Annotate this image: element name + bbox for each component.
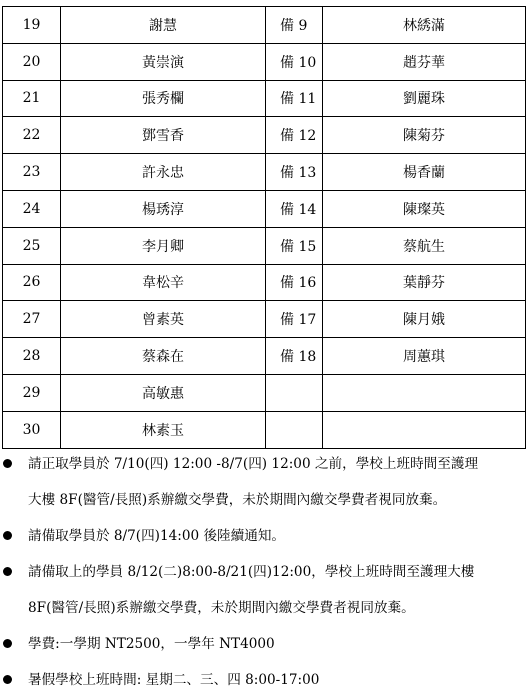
row-number: 20	[3, 43, 61, 80]
waitlist-number: 備 9	[266, 7, 323, 44]
row-number: 28	[3, 338, 61, 375]
waitlist-name: 葉靜芬	[323, 264, 526, 301]
table-row	[3, 301, 526, 338]
notice-text: 請備取上的學員 8/12(二)8:00-8/21(四)12:00，學校上班時間至護理大樓	[28, 564, 475, 580]
table-row	[3, 80, 526, 117]
admitted-name: 謝慧	[61, 7, 266, 44]
notice-text: 學費:一學期 NT2500，一學年 NT4000	[28, 636, 275, 652]
waitlist-name: 周蕙琪	[323, 338, 526, 375]
waitlist-name: 趙芬華	[323, 43, 526, 80]
waitlist-name	[323, 374, 526, 411]
notice-text: 請備取學員於 8/7(四)14:00 後陸續通知。	[28, 528, 286, 544]
notice-item	[2, 518, 526, 554]
table-row	[3, 411, 526, 448]
table-row	[3, 374, 526, 411]
admitted-name: 高敏惠	[61, 374, 266, 411]
bullet-icon	[3, 531, 12, 540]
notice-item	[2, 626, 526, 662]
row-number: 23	[3, 154, 61, 191]
waitlist-number: 備 14	[266, 190, 323, 227]
row-number: 21	[3, 80, 61, 117]
table-row	[3, 227, 526, 264]
notice-item	[2, 554, 526, 626]
bullet-icon	[3, 567, 12, 576]
waitlist-name: 陳菊芬	[323, 117, 526, 154]
notice-item	[2, 662, 526, 698]
waitlist-number: 備 13	[266, 154, 323, 191]
notice-text: 暑假學校上班時間: 星期二、三、四 8:00-17:00	[28, 672, 320, 688]
row-number: 25	[3, 227, 61, 264]
admitted-name: 鄧雪香	[61, 117, 266, 154]
row-number: 22	[3, 117, 61, 154]
waitlist-name: 陳璨英	[323, 190, 526, 227]
waitlist-number: 備 12	[266, 117, 323, 154]
admitted-name: 蔡森在	[61, 338, 266, 375]
admitted-name: 張秀欄	[61, 80, 266, 117]
row-number: 29	[3, 374, 61, 411]
table-row	[3, 154, 526, 191]
row-number: 26	[3, 264, 61, 301]
waitlist-number: 備 17	[266, 301, 323, 338]
roster-table	[2, 6, 526, 449]
table-row	[3, 117, 526, 154]
waitlist-number: 備 16	[266, 264, 323, 301]
notice-item	[2, 446, 526, 518]
row-number: 30	[3, 411, 61, 448]
admitted-name: 黃崇演	[61, 43, 266, 80]
admitted-name: 曾素英	[61, 301, 266, 338]
waitlist-name	[323, 411, 526, 448]
waitlist-number: 備 11	[266, 80, 323, 117]
waitlist-number: 備 18	[266, 338, 323, 375]
notice-text: 大樓 8F(醫管/長照)系辦繳交學費，未於期間內繳交學費者視同放棄。	[28, 492, 447, 508]
waitlist-name: 蔡航生	[323, 227, 526, 264]
admitted-name: 李月卿	[61, 227, 266, 264]
notice-list	[2, 446, 526, 698]
bullet-icon	[3, 459, 12, 468]
row-number: 27	[3, 301, 61, 338]
admitted-name: 許永忠	[61, 154, 266, 191]
admitted-name: 楊琇淳	[61, 190, 266, 227]
waitlist-name: 林綉滿	[323, 7, 526, 44]
waitlist-name: 劉麗珠	[323, 80, 526, 117]
admitted-name: 韋松辛	[61, 264, 266, 301]
waitlist-number	[266, 374, 323, 411]
table-row	[3, 338, 526, 375]
table-row	[3, 190, 526, 227]
table-row	[3, 7, 526, 44]
table-row	[3, 264, 526, 301]
bullet-icon	[3, 639, 12, 648]
table-row	[3, 43, 526, 80]
waitlist-number	[266, 411, 323, 448]
bullet-icon	[3, 675, 12, 684]
waitlist-number: 備 15	[266, 227, 323, 264]
row-number: 19	[3, 7, 61, 44]
waitlist-name: 陳月娥	[323, 301, 526, 338]
notice-text: 請正取學員於 7/10(四) 12:00 -8/7(四) 12:00 之前，學校上班時間至護理	[28, 456, 479, 472]
admitted-name: 林素玉	[61, 411, 266, 448]
waitlist-name: 楊香蘭	[323, 154, 526, 191]
waitlist-number: 備 10	[266, 43, 323, 80]
row-number: 24	[3, 190, 61, 227]
notice-text: 8F(醫管/長照)系辦繳交學費，未於期間內繳交學費者視同放棄。	[28, 600, 415, 616]
